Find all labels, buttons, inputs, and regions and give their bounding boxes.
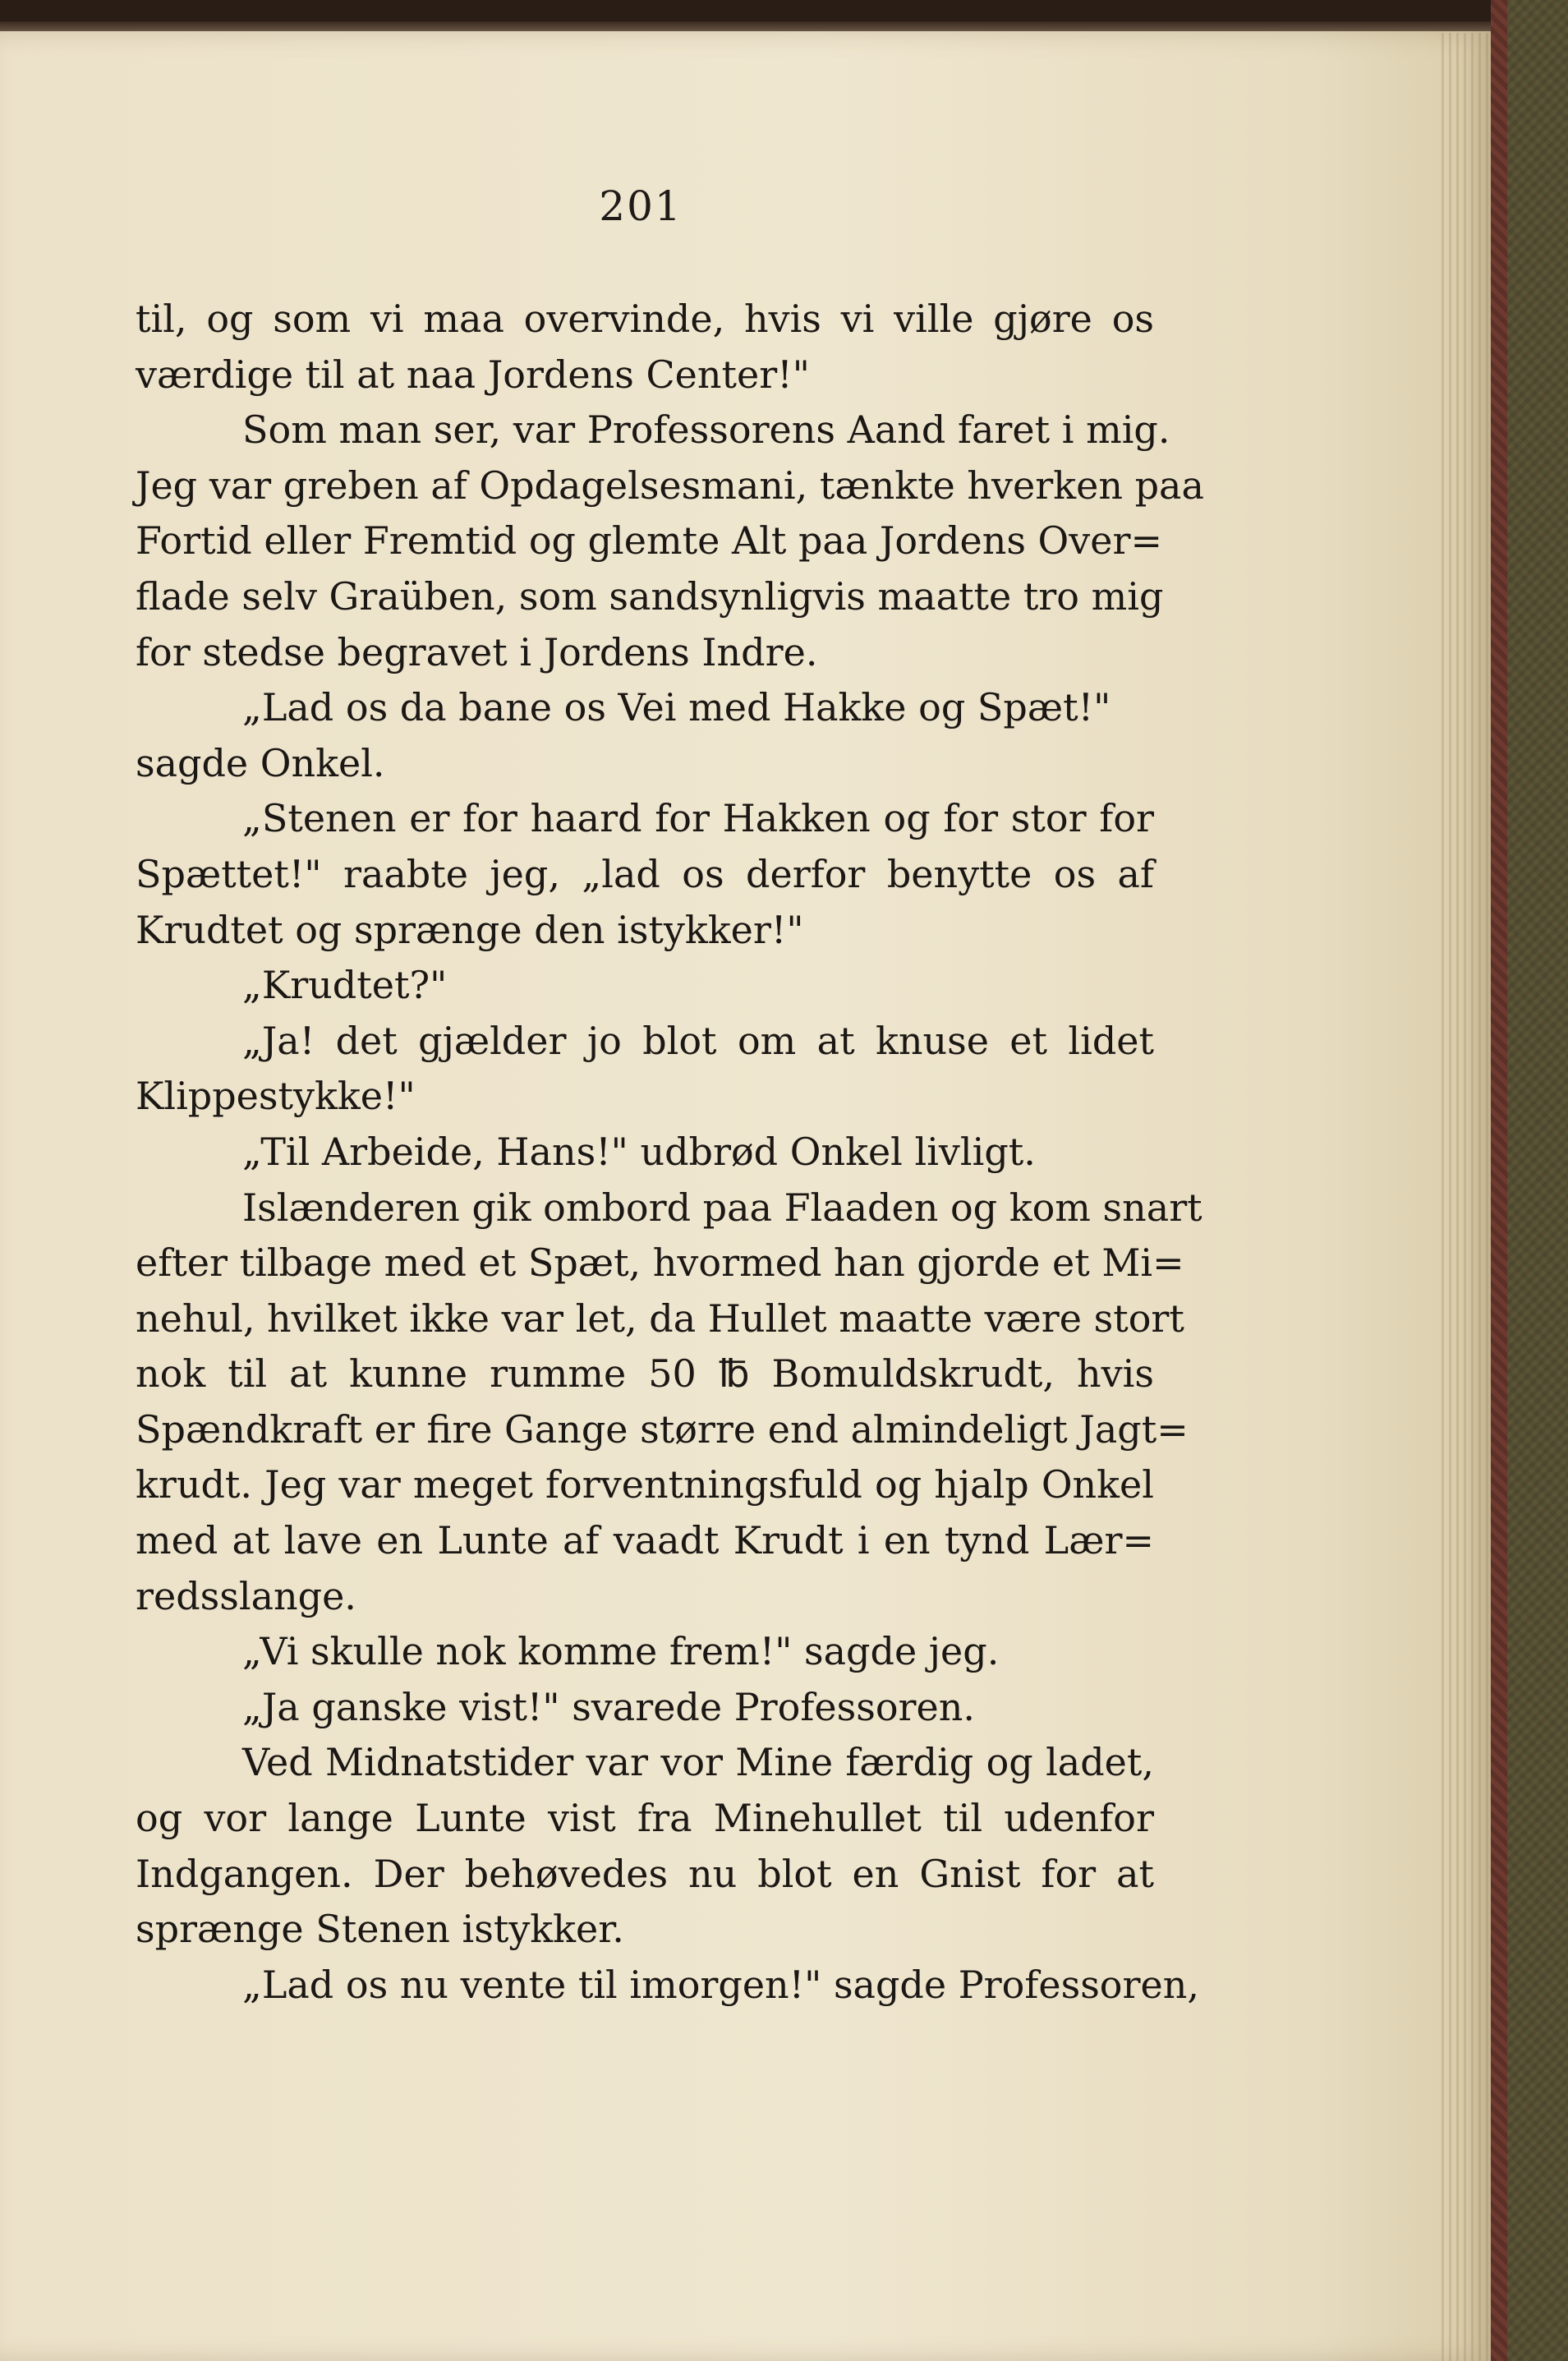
text-line: „Stenen er for haard for Hakken og for stor for — [242, 796, 1154, 841]
text-line: „Ja! det gjælder jo blot om at knuse et lidet — [242, 1018, 1154, 1063]
text-line: nok til at kunne rumme 50 ℔ Bomuldskrudt, hvis — [136, 1351, 1154, 1397]
text-line: Krudtet og sprænge den istykker!" — [136, 907, 804, 952]
text-line: Spændkraft er fire Gange større end almindeligt Jagt= — [136, 1406, 1189, 1452]
body-text — [136, 292, 1204, 2013]
text-line: Indgangen. Der behøvedes nu blot en Gnist for at — [136, 1851, 1154, 1896]
page-edges — [1442, 33, 1491, 2361]
text-line: efter tilbage med et Spæt, hvormed han gjorde et Mi= — [136, 1240, 1184, 1286]
text-line: „Vi skulle nok komme frem!" sagde jeg. — [242, 1629, 1000, 1674]
book-cover-cloth — [1507, 0, 1568, 2361]
text-line: flade selv Graüben, som sandsynligvis maatte tro mig — [136, 573, 1164, 619]
text-line: Jeg var greben af Opdagelsesmani, tænkte hverken paa — [136, 463, 1204, 508]
text-line: værdige til at naa Jordens Center!" — [136, 352, 810, 397]
text-line: Klippestykke!" — [136, 1074, 416, 1119]
text-line: Islænderen gik ombord paa Flaaden og kom snart — [242, 1185, 1202, 1230]
text-line: Ved Midnatstider var vor Mine færdig og ladet, — [242, 1740, 1154, 1785]
text-line: nehul, hvilket ikke var let, da Hullet maatte være stort — [136, 1296, 1184, 1341]
text-line: med at lave en Lunte af vaadt Krudt i en tynd Lær= — [136, 1518, 1154, 1563]
text-line: „Lad os da bane os Vei med Hakke og Spæt!" — [242, 685, 1111, 730]
text-line: Som man ser, var Professorens Aand faret i mig. — [242, 407, 1170, 453]
text-line: „Krudtet?" — [242, 963, 448, 1008]
text-line: redsslange. — [136, 1573, 356, 1618]
text-line: Fortid eller Fremtid og glemte Alt paa Jordens Over= — [136, 518, 1162, 564]
text-line: „Til Arbeide, Hans!" udbrød Onkel livligt. — [242, 1129, 1036, 1174]
text-line: „Lad os nu vente til imorgen!" sagde Professoren, — [242, 1962, 1199, 2007]
text-line: sagde Onkel. — [136, 740, 385, 785]
text-line: for stedse begravet i Jordens Indre. — [136, 629, 818, 674]
text-line: „Ja ganske vist!" svarede Professoren. — [242, 1684, 975, 1729]
text-line: Spættet!" raabte jeg, „lad os derfor benytte os af — [136, 851, 1154, 896]
text-line: til, og som vi maa overvinde, hvis vi ville gjøre os — [136, 297, 1154, 341]
text-line: krudt. Jeg var meget forventningsfuld og hjalp Onkel — [136, 1462, 1154, 1507]
text-line: og vor lange Lunte vist fra Minehullet til udenfor — [136, 1796, 1154, 1841]
text-line: sprænge Stenen istykker. — [136, 1907, 624, 1952]
page-number: 201 — [599, 182, 683, 230]
